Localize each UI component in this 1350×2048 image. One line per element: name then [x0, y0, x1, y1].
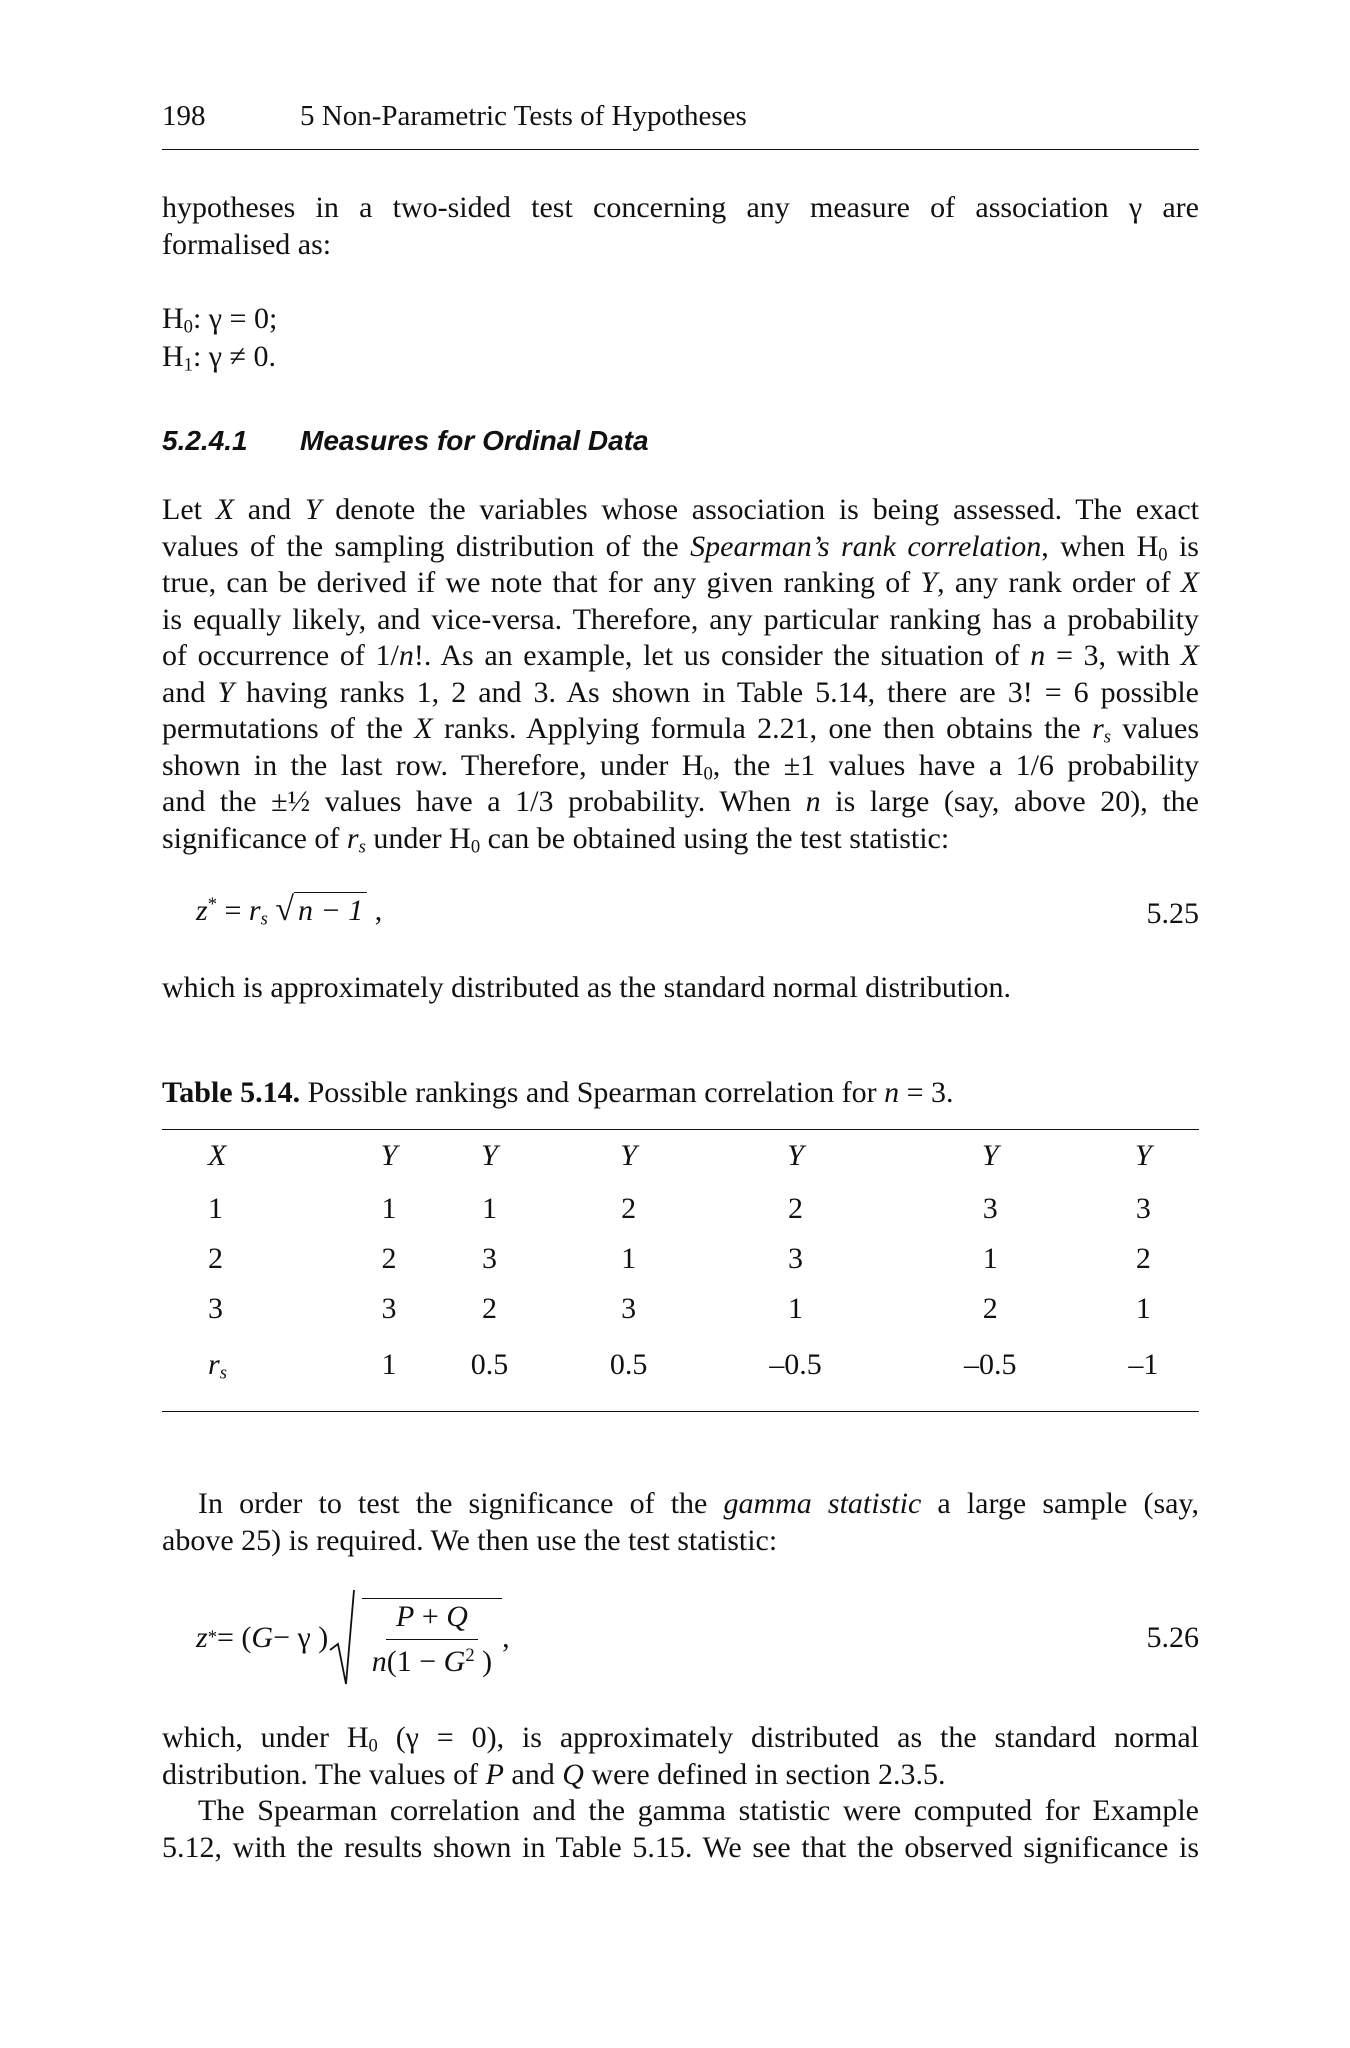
square-root — [328, 1588, 502, 1688]
section-title: Measures for Ordinal Data — [300, 425, 649, 456]
table-row: 2 2 3 1 3 1 2 — [208, 1242, 1151, 1275]
para1-line-1: Let X and Y denote the variables whose association is being assessed. The exact — [162, 493, 1199, 526]
equation-number-5-25: 5.25 — [1146, 897, 1199, 930]
after-eq-5-26 — [162, 1720, 1199, 1793]
page-number: 198 — [162, 100, 206, 132]
equation-number-5-26: 5.26 — [1146, 1621, 1199, 1654]
equation-5-26: z * = ( G − γ ) $\frac{P + Q}{n(1 - G^2 )}$ , — [196, 1588, 510, 1688]
fraction-numerator: P + Q — [386, 1599, 478, 1640]
para1-line-10: significance of $r_s$ under $H_0$ can be obtained using the test statistic: — [162, 821, 950, 858]
fraction — [362, 1598, 502, 1680]
equation-5-25: $z^* = r_s$ √ n − 1 , — [196, 891, 383, 930]
results-paragraph — [162, 1793, 1199, 1866]
after-eq-5-25: which is approximately distributed as the standard normal distribution. — [162, 971, 1012, 1004]
table-row: 1 1 1 2 2 3 3 — [208, 1192, 1151, 1225]
null-hypothesis: $H_0$: γ = 0; — [162, 302, 278, 338]
para2-line-1: In order to test the significance of the gamma statistic a large sample (say, — [198, 1487, 1199, 1520]
alternative-hypothesis: $H_1$: γ ≠ 0. — [162, 340, 277, 376]
para1-line-4: is equally likely, and vice-versa. Therefore, any particular ranking has a probability — [162, 602, 1199, 636]
para4-line-1: The Spearman correlation and the gamma statistic were computed for Example — [198, 1794, 1199, 1827]
table-row: 3 3 2 3 1 2 1 — [208, 1292, 1151, 1325]
para1-line-3: true, can be derived if we note that for any given ranking of Y, any rank order of X — [162, 566, 1199, 599]
spearman-row: $r_s$ 1 0.5 0.5 –0.5 –0.5 –1 — [208, 1348, 1159, 1384]
rankings-table — [162, 1128, 1199, 1396]
intro-line-1: hypotheses in a two-sided test concerning any measure of association γ are — [162, 191, 1199, 224]
header-rule — [162, 149, 1199, 150]
para3-line-1: which, under $H_0$ (γ = 0), is approximately distributed as the standard normal — [162, 1721, 1199, 1757]
para1-line-5: of occurrence of 1/n!. As an example, let us consider the situation of n = 3, with X — [162, 639, 1199, 672]
section-number: 5.2.4.1 — [162, 425, 248, 456]
para3-line-2: distribution. The values of P and Q were defined in section 2.3.5. — [162, 1757, 946, 1791]
table-header-row: X Y Y Y Y Y Y — [208, 1139, 1152, 1172]
hypotheses-block — [162, 300, 277, 376]
running-header — [162, 98, 1212, 134]
para1-line-6: and Y having ranks 1, 2 and 3. As shown in Table 5.14, there are 3! = 6 possible — [162, 675, 1199, 709]
table-bottom-rule — [162, 1411, 1199, 1412]
table-caption: Table 5.14. Possible rankings and Spearman correlation for n = 3. — [162, 1076, 954, 1109]
intro-line-2: formalised as: — [162, 227, 332, 261]
gamma-paragraph — [162, 1486, 1199, 1559]
intro-paragraph — [162, 190, 1199, 263]
para4-line-2: 5.12, with the results shown in Table 5.15. We see that the observed significance is — [162, 1830, 1199, 1864]
square-root: √ n − 1 — [275, 892, 367, 929]
para1-line-8: shown in the last row. Therefore, under $H_0$, the ±1 values have a 1/6 probability — [162, 748, 1199, 785]
ordinal-measures-paragraph — [162, 492, 1199, 857]
running-title: 5 Non-Parametric Tests of Hypotheses — [300, 100, 747, 132]
radical-sign — [328, 1588, 356, 1688]
section-heading — [162, 423, 649, 459]
fraction-denominator: $n(1 - G^2$ ) — [371, 1644, 493, 1678]
para2-line-2: above 25) is required. We then use the test statistic: — [162, 1523, 778, 1557]
para1-line-7: permutations of the X ranks. Applying formula 2.21, one then obtains the $r_s$ values — [162, 712, 1199, 748]
para1-line-9: and the ±½ values have a 1/3 probability. When n is large (say, above 20), the — [162, 785, 1200, 818]
para1-line-2: values of the sampling distribution of the Spearman’s rank correlation, when $H_0$ is — [162, 529, 1199, 566]
